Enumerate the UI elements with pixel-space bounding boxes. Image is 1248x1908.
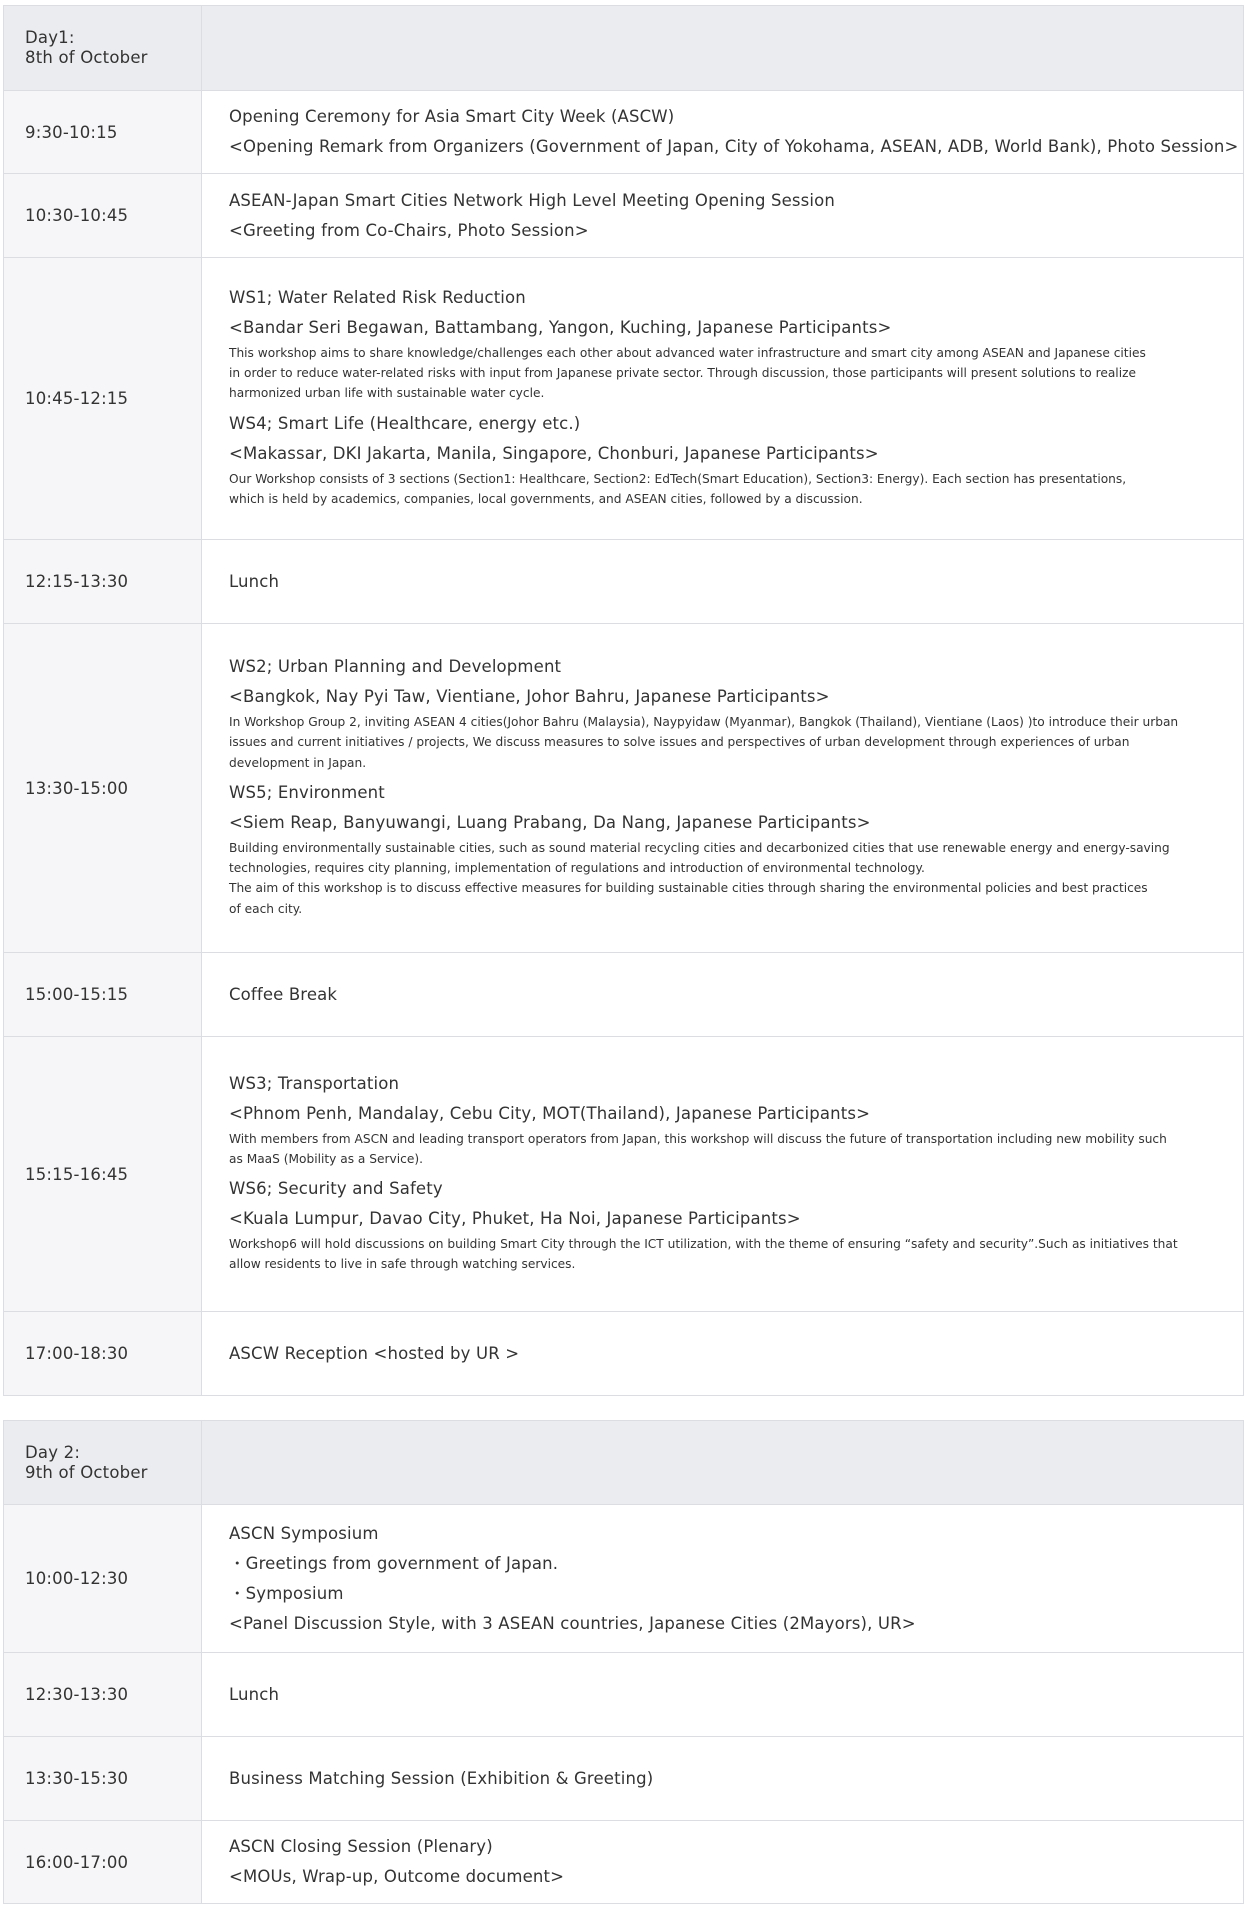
workshop-participants: <Phnom Penh, Mandalay, Cebu City, MOT(Thailand), Japanese Participants> — [229, 1103, 871, 1123]
session-title: Coffee Break — [229, 984, 338, 1004]
description-line: of each city. — [229, 901, 303, 916]
workshop-title: WS4; Smart Life (Healthcare, energy etc.) — [229, 413, 581, 433]
table-row — [4, 953, 1244, 1037]
table-row — [4, 174, 1244, 258]
session-cell — [202, 1737, 1244, 1821]
description-line: The aim of this workshop is to discuss effective measures for building sustainable cities through sharing the environmental policies and best practices — [229, 881, 1148, 896]
time-slot: 12:15-13:30 — [4, 540, 202, 624]
time-slot: 13:30-15:30 — [4, 1737, 202, 1821]
description-line: Our Workshop consists of 3 sections (Section1: Healthcare, Section2: EdTech(Smart Education), Section3: Energy). Each section has presentations, — [229, 471, 1127, 486]
session-title: Business Matching Session (Exhibition & Greeting) — [229, 1768, 654, 1788]
time-slot: 10:00-12:30 — [4, 1505, 202, 1653]
session-cell — [202, 1312, 1244, 1396]
workshop-participants: <Kuala Lumpur, Davao City, Phuket, Ha Noi, Japanese Participants> — [229, 1209, 801, 1228]
day1-header-blank — [202, 6, 1244, 91]
workshop-title: WS5; Environment — [229, 782, 385, 802]
day2-body — [4, 1421, 1244, 1904]
description-line: allow residents to live in safe through watching services. — [229, 1257, 576, 1272]
session-cell — [202, 540, 1244, 624]
day1-body — [4, 6, 1244, 1396]
workshop-description — [229, 838, 1223, 919]
description-line: which is held by academics, companies, local governments, and ASEAN cities, followed by a discussion. — [229, 491, 863, 506]
session-cell — [202, 91, 1244, 174]
workshop-description — [229, 712, 1223, 773]
table-row — [4, 1505, 1244, 1653]
table-row — [4, 1821, 1244, 1904]
time-slot: 15:15-16:45 — [4, 1037, 202, 1312]
time-slot: 9:30-10:15 — [4, 91, 202, 174]
session-cell — [202, 1653, 1244, 1737]
workshop-title: WS6; Security and Safety — [229, 1179, 443, 1198]
session-cell — [202, 174, 1244, 258]
day-date: 8th of October — [25, 48, 148, 67]
time-slot: 10:30-10:45 — [4, 174, 202, 258]
time-slot: 12:30-13:30 — [4, 1653, 202, 1737]
workshop-title: WS3; Transportation — [229, 1073, 400, 1093]
description-line: development in Japan. — [229, 755, 367, 770]
day2-header-cell — [4, 1421, 202, 1505]
table-row — [4, 540, 1244, 624]
session-title: Lunch — [229, 571, 280, 591]
table-row — [4, 1737, 1244, 1821]
session-detail: <Panel Discussion Style, with 3 ASEAN countries, Japanese Cities (2Mayors), UR> — [229, 1613, 916, 1633]
session-cell — [202, 953, 1244, 1037]
table-row — [4, 1653, 1244, 1737]
session-cell — [202, 258, 1244, 540]
time-slot: 16:00-17:00 — [4, 1821, 202, 1904]
session-title: ASCN Closing Session (Plenary) — [229, 1837, 493, 1856]
table-row — [4, 1037, 1244, 1312]
description-line: Workshop6 will hold discussions on building Smart City through the ICT utilization, with the theme of ensuring “safety and security”.Such as initiatives that — [229, 1237, 1178, 1251]
workshop-title: WS2; Urban Planning and Development — [229, 657, 562, 677]
description-line: With members from ASCN and leading transport operators from Japan, this workshop will discuss the future of transportation including new mobility such — [229, 1131, 1167, 1146]
table-row — [4, 624, 1244, 953]
session-detail: <MOUs, Wrap-up, Outcome document> — [229, 1867, 565, 1886]
description-line: as MaaS (Mobility as a Service). — [229, 1151, 423, 1166]
day2-header-row — [4, 1421, 1244, 1505]
workshop-description — [229, 1234, 1223, 1274]
description-line: in order to reduce water-related risks with input from Japanese private sector. Through discussion, those participants will present solutions to realize — [229, 366, 1136, 381]
description-line: This workshop aims to share knowledge/challenges each other about advanced water infrastructure and smart city among ASEAN and Japanese cities — [229, 345, 1146, 360]
session-detail: ・Symposium — [229, 1583, 344, 1603]
session-detail: ・Greetings from government of Japan. — [229, 1553, 559, 1573]
description-line: technologies, requires city planning, implementation of regulations and introduction of environmental technology. — [229, 861, 925, 876]
workshop-description — [229, 1129, 1223, 1169]
day2-schedule-table — [3, 1420, 1244, 1904]
session-detail: <Greeting from Co-Chairs, Photo Session> — [229, 220, 589, 240]
description-line: In Workshop Group 2, inviting ASEAN 4 cities(Johor Bahru (Malaysia), Naypyidaw (Myanmar), Bangkok (Thailand), Vientiane (Laos) )to introduce their urban — [229, 715, 1179, 730]
session-title: ASEAN-Japan Smart Cities Network High Level Meeting Opening Session — [229, 190, 835, 210]
session-cell — [202, 624, 1244, 953]
session-detail: <Opening Remark from Organizers (Government of Japan, City of Yokohama, ASEAN, ADB, World Bank), Photo Session> — [229, 137, 1239, 156]
day-date: 9th of October — [25, 1462, 148, 1482]
day1-header-row — [4, 6, 1244, 91]
time-slot: 13:30-15:00 — [4, 624, 202, 953]
session-cell — [202, 1821, 1244, 1904]
workshop-participants: <Makassar, DKI Jakarta, Manila, Singapore, Chonburi, Japanese Participants> — [229, 443, 879, 463]
day-label: Day 2: — [25, 1442, 81, 1462]
session-cell — [202, 1505, 1244, 1653]
table-row — [4, 1312, 1244, 1396]
description-line: Building environmentally sustainable cities, such as sound material recycling cities and decarbonized cities that use renewable energy and energy-saving — [229, 840, 1170, 855]
session-title: Lunch — [229, 1684, 280, 1704]
time-slot: 15:00-15:15 — [4, 953, 202, 1037]
workshop-description — [229, 469, 1223, 509]
workshop-participants: <Bandar Seri Begawan, Battambang, Yangon, Kuching, Japanese Participants> — [229, 317, 892, 337]
day1-header-cell — [4, 6, 202, 91]
workshop-participants: <Bangkok, Nay Pyi Taw, Vientiane, Johor Bahru, Japanese Participants> — [229, 687, 830, 707]
time-slot: 10:45-12:15 — [4, 258, 202, 540]
table-row — [4, 91, 1244, 174]
session-title: Opening Ceremony for Asia Smart City Week (ASCW) — [229, 107, 675, 126]
workshop-title: WS1; Water Related Risk Reduction — [229, 287, 526, 307]
table-row — [4, 258, 1244, 540]
day-label: Day1: — [25, 28, 75, 47]
description-line: harmonized urban life with sustainable water cycle. — [229, 386, 545, 401]
description-line: issues and current initiatives / projects, We discuss measures to solve issues and perspectives of urban development through experiences of urban — [229, 735, 1130, 750]
time-slot: 17:00-18:30 — [4, 1312, 202, 1396]
workshop-description — [229, 343, 1223, 404]
workshop-participants: <Siem Reap, Banyuwangi, Luang Prabang, Da Nang, Japanese Participants> — [229, 812, 871, 832]
session-cell — [202, 1037, 1244, 1312]
day1-schedule-table — [3, 5, 1244, 1396]
session-title: ASCW Reception <hosted by UR > — [229, 1343, 520, 1363]
day2-header-blank — [202, 1421, 1244, 1505]
session-title: ASCN Symposium — [229, 1523, 379, 1543]
